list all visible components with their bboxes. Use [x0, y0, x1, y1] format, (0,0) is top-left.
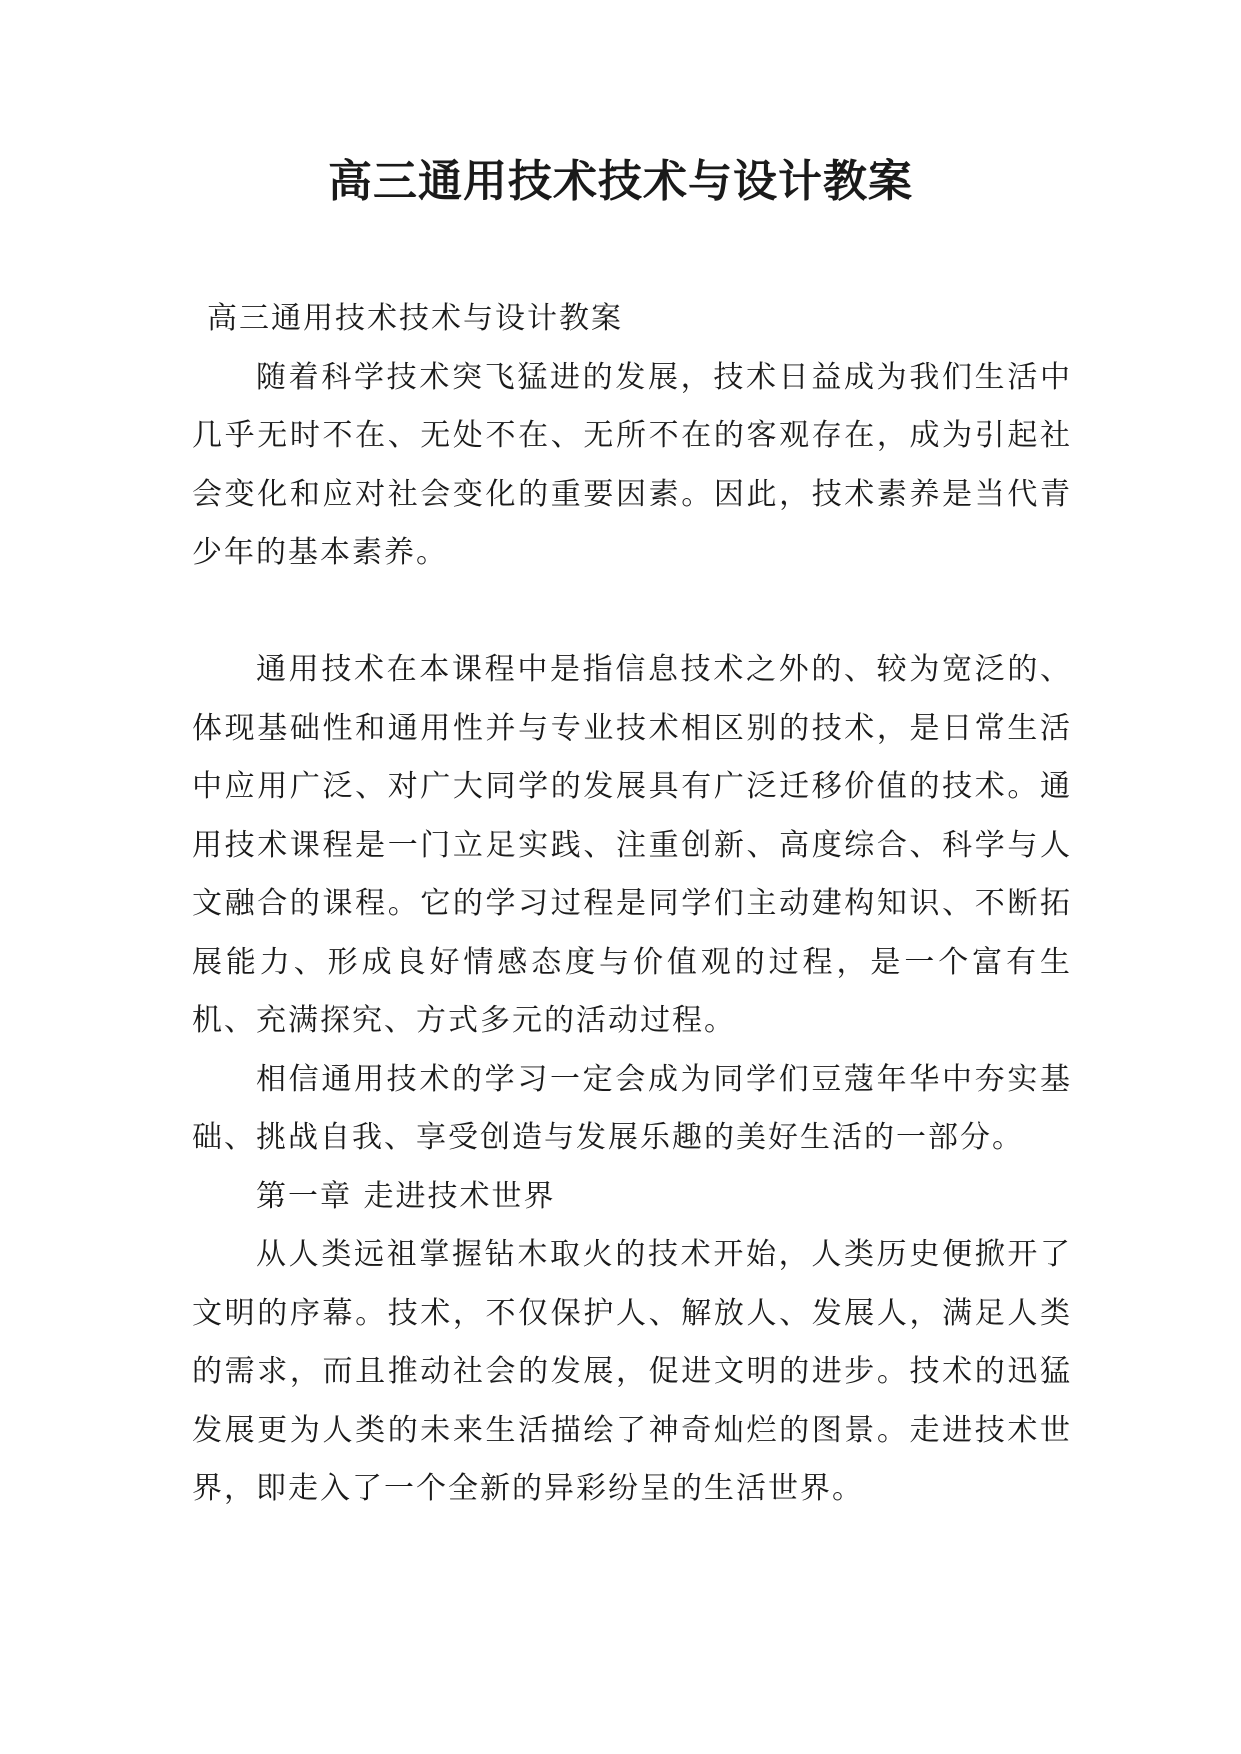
- paragraph-intro: 随着科学技术突飞猛进的发展，技术日益成为我们生活中几乎无时不在、无处不在、无所不在的客观存在，成为引起社会变化和应对社会变化的重要因素。因此，技术素养是当代青少年的基本素养。: [192, 359, 1072, 570]
- document-body: [192, 290, 1072, 1519]
- paragraph-chapter-intro: 从人类远祖掌握钻木取火的技术开始，人类历史便掀开了文明的序幕。技术，不仅保护人、解放人、发展人，满足人类的需求，而且推动社会的发展，促进文明的进步。技术的迅猛发展更为人类的未来生活描绘了神奇灿烂的图景。走进技术世界，即走入了一个全新的异彩纷呈的生活世界。: [192, 1237, 1072, 1506]
- chapter-heading: 第一章 走进技术世界: [256, 1178, 556, 1214]
- document-subtitle: 高三通用技术技术与设计教案: [207, 301, 623, 336]
- paragraph-spacer: [192, 583, 1072, 642]
- document-title: 高三通用技术技术与设计教案: [328, 156, 913, 207]
- paragraph-belief: 相信通用技术的学习一定会成为同学们豆蔻年华中夯实基础、挑战自我、享受创造与发展乐趣的美好生活的一部分。: [192, 1061, 1072, 1155]
- paragraph-general-technology: 通用技术在本课程中是指信息技术之外的、较为宽泛的、体现基础性和通用性并与专业技术相区别的技术，是日常生活中应用广泛、对广大同学的发展具有广泛迁移价值的技术。通用技术课程是一门立足实践、注重创新、高度综合、科学与人文融合的课程。它的学习过程是同学们主动建构知识、不断拓展能力、形成良好情感态度与价值观的过程，是一个富有生机、充满探究、方式多元的活动过程。: [192, 652, 1072, 1038]
